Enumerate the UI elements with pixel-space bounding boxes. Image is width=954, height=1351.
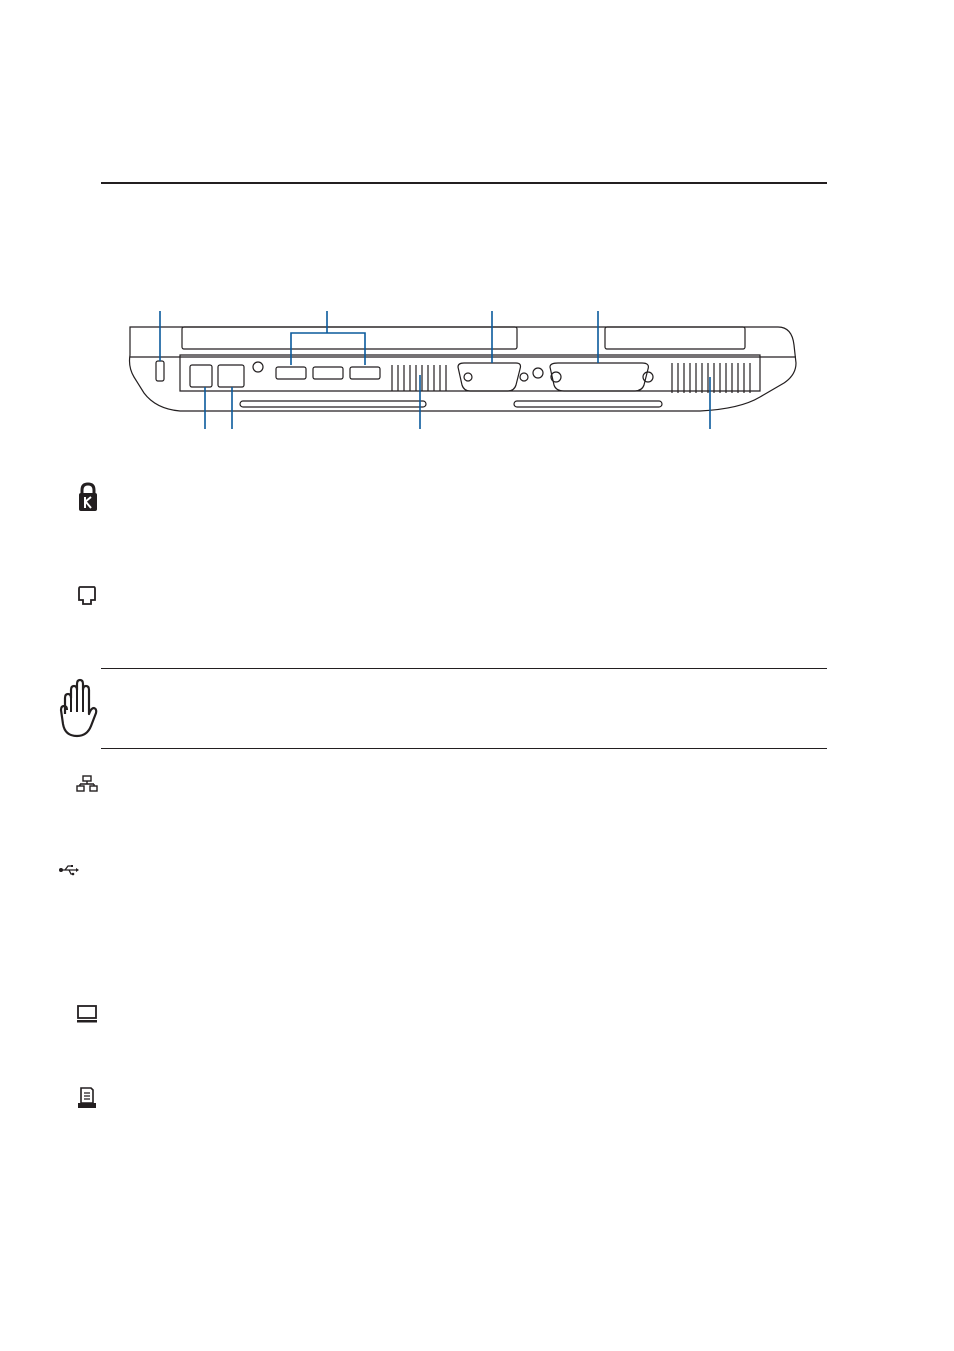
panel-screw bbox=[253, 362, 263, 372]
lan-icon bbox=[76, 775, 98, 793]
usb-icon bbox=[58, 864, 80, 876]
usb-port-1 bbox=[276, 367, 306, 379]
kensington-slot bbox=[156, 361, 164, 381]
usb-port-2 bbox=[313, 367, 343, 379]
modem-jack bbox=[190, 365, 212, 387]
bottom-strip-left bbox=[240, 401, 426, 407]
warning-hand-icon bbox=[55, 678, 101, 740]
usb-port-3 bbox=[350, 367, 380, 379]
battery-left bbox=[182, 327, 517, 349]
rear-side-diagram bbox=[120, 305, 820, 430]
battery-right bbox=[605, 327, 745, 349]
vent-left bbox=[392, 365, 446, 391]
vga-port bbox=[458, 363, 521, 391]
lan-jack bbox=[218, 365, 244, 387]
modem-port-icon bbox=[77, 585, 97, 607]
kensington-lock-icon bbox=[77, 482, 99, 512]
vent-right bbox=[672, 363, 750, 393]
header-rule bbox=[101, 182, 827, 184]
bottom-strip-right bbox=[514, 401, 662, 407]
monitor-icon bbox=[76, 1004, 98, 1024]
printer-icon bbox=[77, 1087, 97, 1109]
parallel-port bbox=[550, 363, 648, 391]
warning-rule-top bbox=[101, 668, 827, 669]
warning-rule-bottom bbox=[101, 748, 827, 749]
